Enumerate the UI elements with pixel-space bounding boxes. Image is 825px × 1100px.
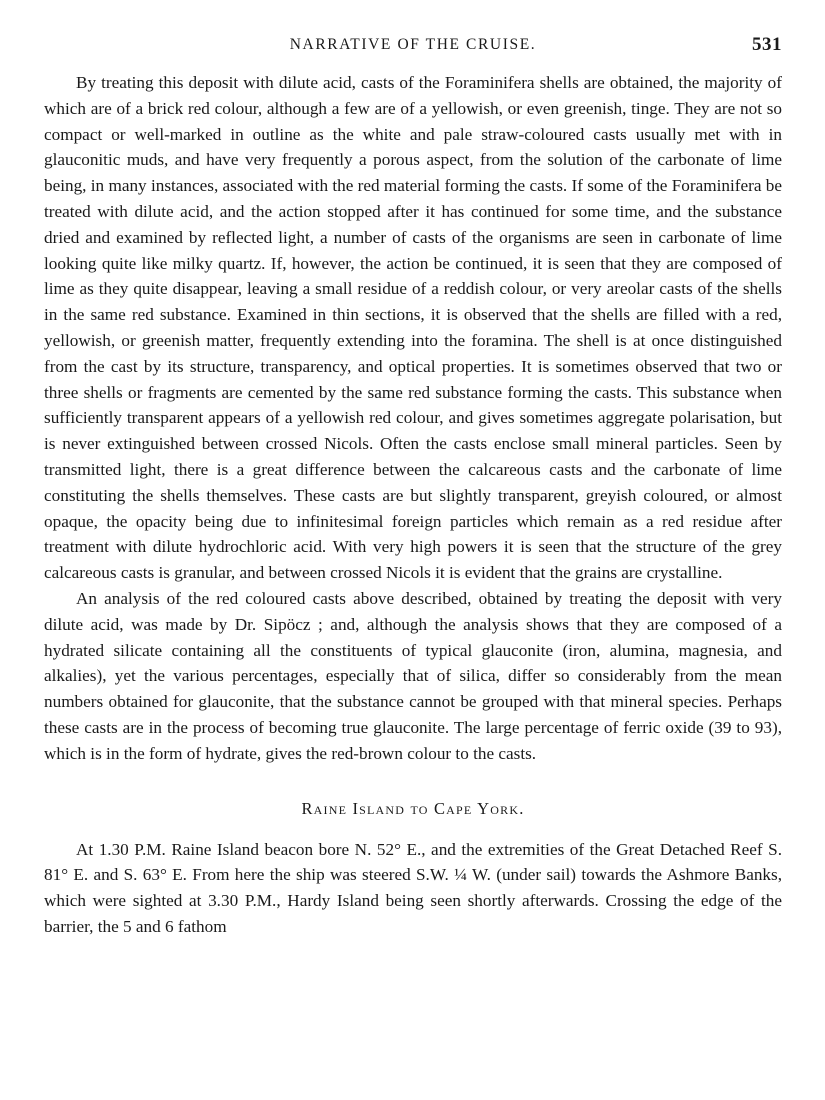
body-paragraph-3: At 1.30 P.M. Raine Island beacon bore N. 52° E., and the extremities of the Great Detached Reef S. 81° E. and S. 63° E. From here the ship was steered S.W. ¼ W. (under sail) towards the Ashmore Banks, which were sighted at 3.30 P.M., Hardy Island being seen shortly afterwards. Crossing the edge of the barrier, the 5 and 6 fathom [44, 839, 782, 936]
body-paragraph-1: By treating this deposit with dilute acid, casts of the Foraminifera shells are obtained, the majority of which are of a brick red colour, although a few are of a yellowish, or even greenish, tinge. They are not so compact or well-marked in outline as the white and pale straw-coloured casts usually met with in glauconitic muds, and have very frequently a porous aspect, from the solution of the carbonate of lime being, in many instances, associated with the red material forming the casts. If some of the Foraminifera be treated with dilute acid, and the action stopped after it has continued for some time, and the substance dried and examined by reflected light, a number of casts of the organisms are seen in carbonate of lime looking quite like milky quartz. If, however, the action be continued, it is seen that they are composed of lime as they quite disappear, leaving a small residue of a reddish colour, or very areolar casts of the shells in the same red substance. Examined in thin sections, it is observed that the shells are filled with a red, yellowish, or greenish matter, frequently extending into the foramina. The shell is at once distinguished from the cast by its structure, transparency, and optical properties. It is sometimes observed that two or three shells or fragments are cemented by the same red substance forming the casts. This substance when sufficiently transparent appears of a yellowish red colour, and gives sometimes aggregate polarisation, but is never extinguished between crossed Nicols. Often the casts enclose small mineral particles. Seen by transmitted light, there is a great difference between the calcareous casts and the carbonate of lime constituting the shells themselves. These casts are but slightly transparent, greyish coloured, or almost opaque, the opacity being due to infinitesimal foreign particles which remain as a red residue after treatment with dilute hydrochloric acid. With very high powers it is seen that the structure of the grey calcareous casts is granular, and between crossed Nicols it is evident that the grains are crystalline. [44, 73, 782, 583]
body-paragraph-2: An analysis of the red coloured casts above described, obtained by treating the deposit with very dilute acid, was made by Dr. Sipöcz ; and, although the analysis shows that they are composed of a hydrated silicate containing all the constituents of typical glauconite (iron, alumina, magnesia, and alkalies), yet the various percentages, especially that of silica, differ so considerably from the mean numbers obtained for glauconite, that the substance cannot be grouped with that mineral species. Perhaps these casts are in the process of becoming true glauconite. The large percentage of ferric oxide (39 to 93), which is in the form of hydrate, gives the red-brown colour to the casts. [44, 588, 782, 763]
running-title: NARRATIVE OF THE CRUISE. [289, 36, 537, 53]
section-heading: Raine Island to Cape York. [301, 798, 525, 818]
document-page [44, 28, 782, 940]
running-header [44, 28, 782, 62]
page-number: 531 [752, 34, 782, 55]
